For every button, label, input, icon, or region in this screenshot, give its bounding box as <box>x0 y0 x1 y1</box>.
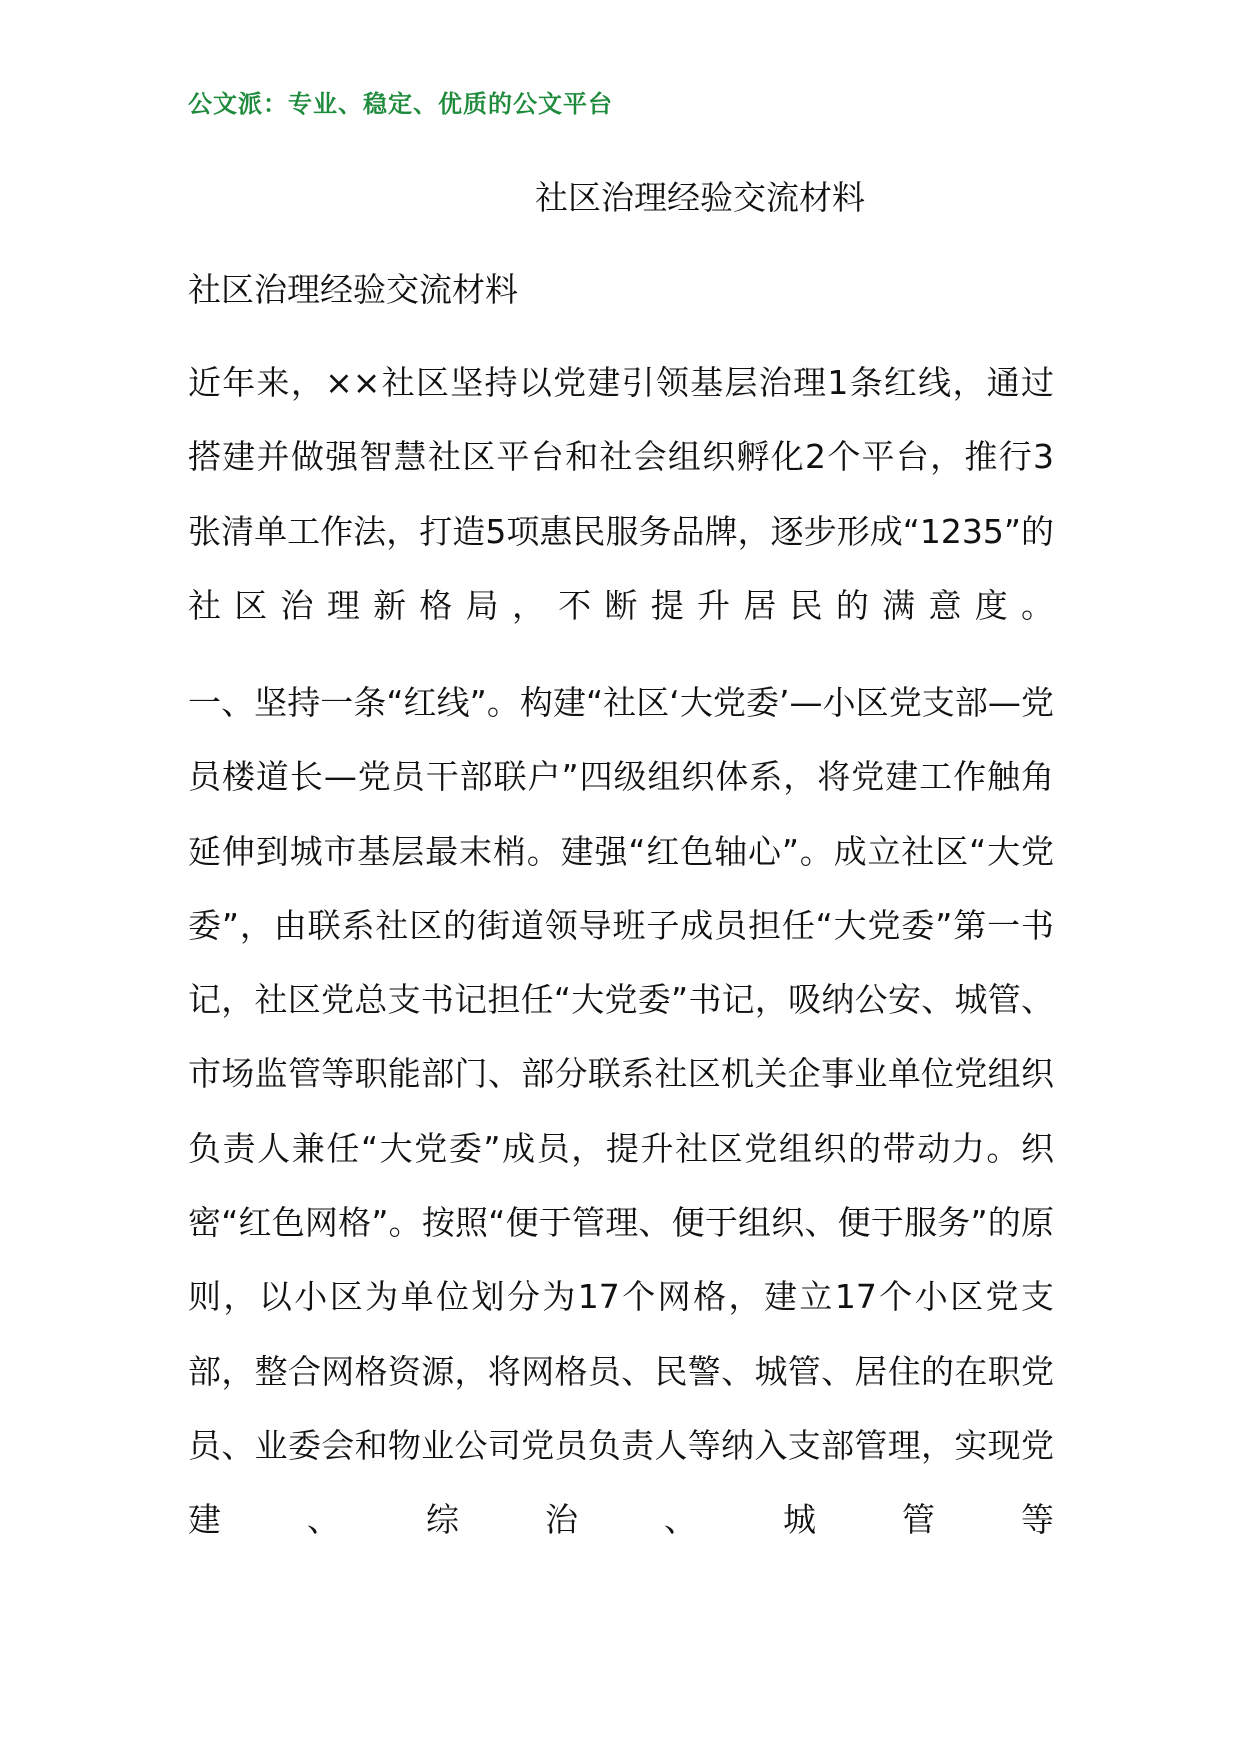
body-paragraph-section-one: 一、坚持一条“红线”。构建“社区‘大党委’—小区党支部—党员楼道长—党员干部联户”四级组织体系，将党建工作触角延伸到城市基层最末梢。建强“红色轴心”。成立社区“大党委”，由联系社区的街道领导班子成员担任“大党委”第一书记，社区党总支书记担任“大党委”书记，吸纳公安、城管、市场监管等职能部门、部分联系社区机关企事业单位党组织负责人兼任“大党委”成员，提升社区党组织的带动力。织密“红色网格”。按照“便于管理、便于组织、便于服务”的原则，以小区为单位划分为17个网格，建立17个小区党支部，整合网格资源，将网格员、民警、城管、居住的在职党员、业委会和物业公司党员负责人等纳入支部管理，实现党建、综治、城管等 <box>188 683 1054 1540</box>
document-subtitle: 社区治理经验交流材料 <box>188 270 518 309</box>
body-paragraph-intro: 近年来，××社区坚持以党建引领基层治理1条红线，通过搭建并做强智慧社区平台和社会组织孵化2个平台，推行3张清单工作法，打造5项惠民服务品牌，逐步形成“1235”的社区治理新格局，不断提升居民的满意度。 <box>188 363 1054 625</box>
header-brand-text: 公文派：专业、稳定、优质的公文平台 <box>188 90 613 118</box>
document-title: 社区治理经验交流材料 <box>535 178 865 217</box>
